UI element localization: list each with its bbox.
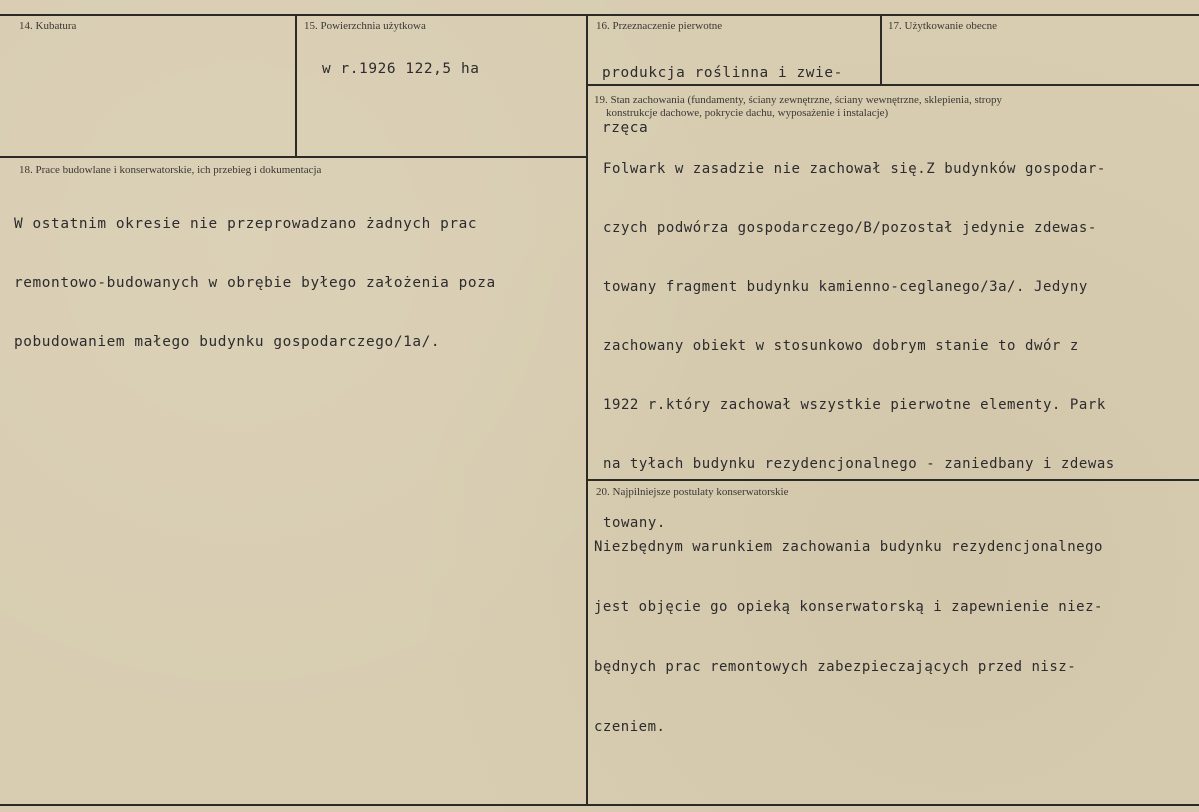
text-line: Folwark w zasadzie nie zachował się.Z budynków gospodar- <box>603 161 1106 177</box>
field-label-stan-zachowania-2: konstrukcje dachowe, pokrycie dachu, wyposażenie i instalacje) <box>606 107 889 119</box>
field-label-przeznaczenie: 16. Przeznaczenie pierwotne <box>596 20 723 32</box>
text-line: jest objęcie go opieką konserwatorską i zapewnienie niez- <box>594 599 1103 615</box>
text-line: na tyłach budynku rezydencjonalnego - zaniedbany i zdewas <box>603 456 1115 472</box>
field-label-powierzchnia: 15. Powierzchnia użytkowa <box>304 20 426 32</box>
text-line: towany fragment budynku kamienno-ceglanego/3a/. Jedyny <box>603 279 1088 295</box>
text-line: remontowo-budowanych w obrębie byłego założenia poza <box>14 275 496 291</box>
field-label-postulaty: 20. Najpilniejsze postulaty konserwatorskie <box>596 486 789 498</box>
text-line: zachowany obiekt w stosunkowo dobrym stanie to dwór z <box>603 338 1079 354</box>
text-line: czeniem. <box>594 719 666 735</box>
text-line: rzęca <box>602 120 649 136</box>
bottom-border <box>0 804 1199 806</box>
divider-vertical-1 <box>295 14 297 156</box>
divider-vertical-3 <box>880 14 882 85</box>
text-line: towany. <box>603 515 666 531</box>
field-label-kubatura: 14. Kubatura <box>19 20 77 32</box>
text-line: Niezbędnym warunkiem zachowania budynku rezydencjonalnego <box>594 539 1103 555</box>
text-line: będnych prac remontowych zabezpieczających przed nisz- <box>594 659 1077 675</box>
text-line: 1922 r.który zachował wszystkie pierwotne elementy. Park <box>603 397 1106 413</box>
field-value-prace <box>14 179 584 388</box>
field-label-uzytkowanie: 17. Użytkowanie obecne <box>888 20 998 32</box>
divider-vertical-center <box>586 14 588 804</box>
top-border <box>0 14 1199 16</box>
text-line: pobudowaniem małego budynku gospodarczego/1a/. <box>14 334 441 350</box>
divider-left-mid <box>0 156 588 158</box>
text-line: produkcja roślinna i zwie- <box>602 65 843 81</box>
field-label-prace: 18. Prace budowlane i konserwatorskie, ich przebieg i dokumentacja <box>19 164 322 176</box>
text-line: czych podwórza gospodarczego/B/pozostał jedynie zdewas- <box>603 220 1097 236</box>
field-label-stan-zachowania-1: 19. Stan zachowania (fundamenty, ściany zewnętrzne, ściany wewnętrzne, sklepienia, stropy <box>594 94 1002 106</box>
field-value-postulaty <box>594 501 1196 773</box>
field-value-powierzchnia: w r.1926 122,5 ha <box>322 61 480 77</box>
text-line: W ostatnim okresie nie przeprowadzano żadnych prac <box>14 216 478 232</box>
